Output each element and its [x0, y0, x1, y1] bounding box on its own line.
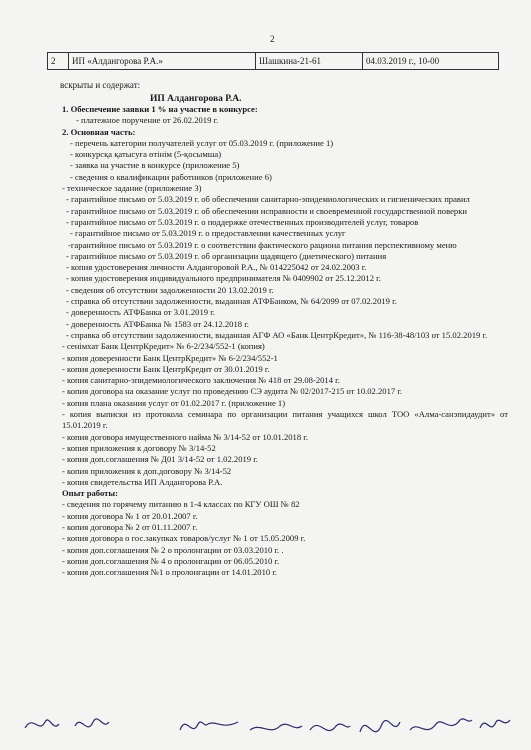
- list-item: - платежное поручение от 26.02.2019 г.: [76, 115, 219, 126]
- list-item: - копия доп.соглашения № 2 о пролонгации от 03.03.2010 г. .: [62, 544, 284, 555]
- row-number: 2: [48, 53, 69, 70]
- list-item: - копия доп.соглашения № Д01 3/14-52 от 1.02.2019 г.: [62, 454, 258, 465]
- list-item: - доверенность АТФБанка от 3.01.2019 г.: [66, 307, 215, 318]
- list-item: - сведения по горячему питанию в 1-4 классах по КГУ ОШ № 82: [62, 499, 300, 510]
- list-item: - копия удостоверения личности Алдангоровой Р.А., № 014225042 от 24.02.2003 г.: [66, 262, 367, 273]
- list-item: - копия плана оказания услуг от 01.02.2017 г. (приложение 1): [62, 397, 286, 408]
- list-item: - перечень категории получателей услуг от 05.03.2019 г. (приложение 1): [70, 137, 334, 148]
- page-number: 2: [270, 34, 275, 44]
- list-item: - копия приложения к договору № 3/14-52: [62, 442, 216, 453]
- list-item: - копия договора № 1 от 20.01.2007 г.: [62, 510, 198, 521]
- submission-datetime: 04.03.2019 г., 10-00: [363, 53, 499, 70]
- bidder-address: Шашкина-21-61: [256, 53, 363, 70]
- list-item: - копия договора на оказание услуг по проведению СЭ аудита № 02/2017-215 от 10.02.2017 г.: [62, 386, 403, 397]
- section-heading: Опыт работы:: [62, 488, 118, 499]
- list-item: - копия выписки из протокола семинара по организации питания учащихся школ ТОО «Алма-санэпидаудит» от 15.01.2019 г.: [62, 409, 508, 431]
- list-item: - гарантийное письмо от 5.03.2019 г. об обеспечении санитарно-эпидемиологических и гигиенических правил: [66, 194, 470, 205]
- list-item: - справка об отсутствии задолженности, выданная АГФ АО «Банк ЦентрКредит», № 116-38-48/103 от 15.02.2019 г.: [66, 329, 488, 340]
- list-item: - заявка на участие в конкурсе (приложение 5): [70, 160, 240, 171]
- list-item: - техническое задание (приложение 3): [62, 183, 202, 194]
- list-item: - справка об отсутствии задолженности, выданная АТФБанком, № 64/2099 от 07.02.2019 г.: [66, 296, 397, 307]
- list-item: - гарантийное письмо от 5.03.2019 г. об обеспечении исправности и своевременной государственной поверки: [66, 205, 467, 216]
- section-heading: 1. Обеспечение заявки 1 % на участие в конкурсе:: [62, 104, 258, 114]
- list-item: - доверенность АТФБанка № 1583 от 24.12.2018 г.: [66, 318, 249, 329]
- intro-text: вскрыты и содержат:: [60, 80, 141, 90]
- list-item: - сенімхат Банк ЦентрКредит» № 6-2/234/552-1 (копия): [62, 341, 265, 352]
- list-item: - копия договора № 2 от 01.11.2007 г.: [62, 521, 198, 532]
- signatures-area: [20, 700, 520, 745]
- list-item: - копия санитарно-эпидемиологического заключения № 418 от 29.08-2014 г.: [62, 375, 340, 386]
- list-item: - копия доверенности Банк ЦентрКредит от 30.01.2019 г.: [62, 363, 270, 374]
- list-item: - сведения о квалификации работников (приложение 6): [70, 171, 272, 182]
- list-item: - копия договора имущественного найма № 3/14-52 от 10.01.2018 г.: [62, 431, 308, 442]
- list-item: - конкурсқа қатысуға өтінім (5-қосымша): [70, 149, 222, 160]
- list-item: - копия доп.соглашения №1 о пролонгации от 14.01.2010 г.: [62, 567, 278, 578]
- list-item: - гарантийное письмо от 5.03.2019 г. об организации щадящего (диетического) питания: [66, 250, 387, 261]
- document-body: [62, 104, 508, 578]
- bid-table-row: [47, 52, 499, 70]
- list-item: -гарантийное письмо от 5.03.2019 г. о соответствии фактического рациона питания перспективному меню: [68, 239, 457, 250]
- list-item: - гарантийное письмо от 5.03.2019 г. о предоставлении качественных услуг: [70, 228, 346, 239]
- list-item: - копия удостоверения индивидуального предпринимателя № 0409902 от 25.12.2012 г.: [66, 273, 381, 284]
- section-heading: 2. Основная часть:: [62, 126, 136, 137]
- list-item: - копия договора о гос.закупках товаров/услуг № 1 от 15.05.2009 г.: [62, 533, 306, 544]
- list-item: - гарантийное письмо от 5.03.2019 г. о поддержке отечественных производителей услуг, товаров: [66, 216, 419, 227]
- list-item: - копия доверенности Банк ЦентрКредит» № 6-2/234/552-1: [62, 352, 278, 363]
- list-item: - сведения об отсутствии задолженности 20 13.02.2019 г.: [66, 284, 274, 295]
- list-item: - копия приложения к доп.договору № 3/14-52: [62, 465, 232, 476]
- organization-heading: ИП Алдангорова Р.А.: [150, 94, 242, 104]
- bidder-name: ИП «Алдангорова Р.А.»: [69, 53, 256, 70]
- list-item: - копия доп.соглашения № 4 о пролонгации от 06.05.2010 г.: [62, 555, 280, 566]
- handwritten-signatures: [20, 700, 520, 745]
- list-item: - копия свидетельства ИП Алдангорова Р.А.: [62, 476, 223, 487]
